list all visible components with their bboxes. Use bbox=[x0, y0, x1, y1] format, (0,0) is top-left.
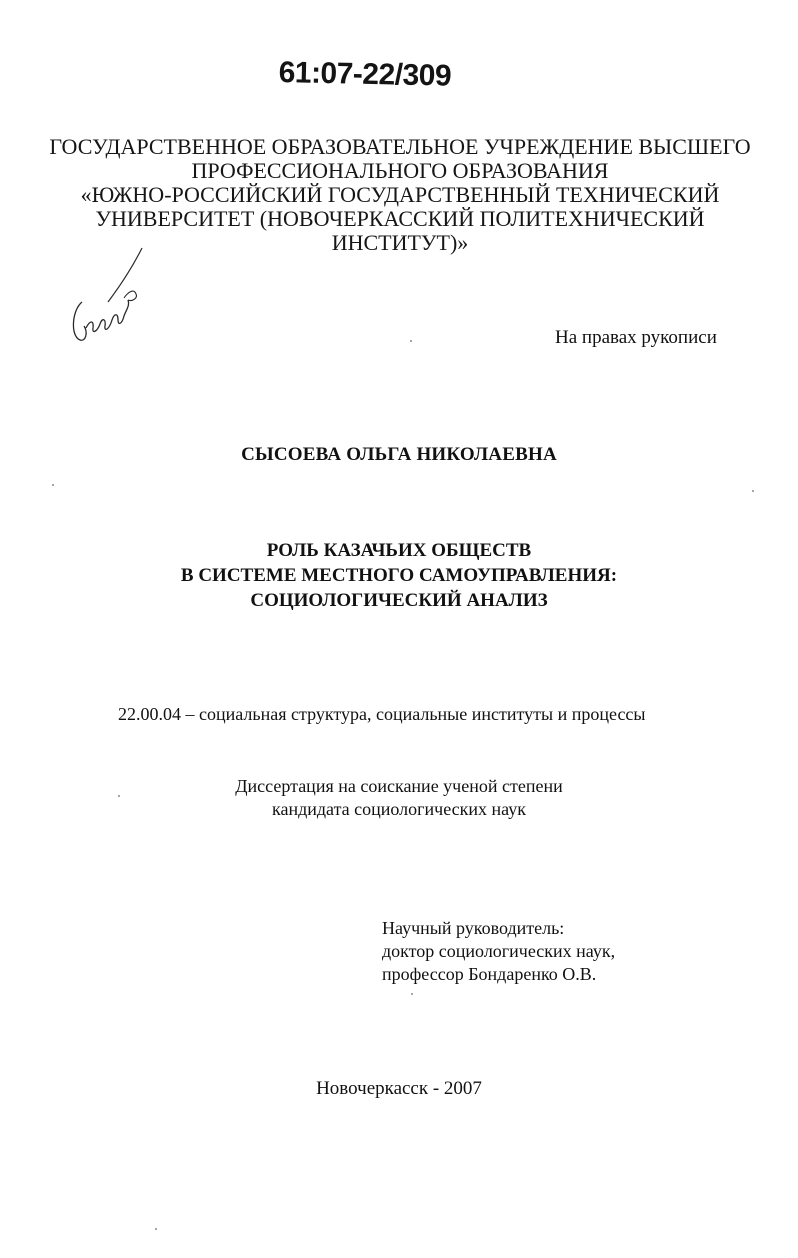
institution-line: ИНСТИТУТ)» bbox=[331, 230, 469, 255]
scan-speck bbox=[410, 340, 412, 342]
degree-statement bbox=[0, 775, 798, 821]
manuscript-rights-note: На правах рукописи bbox=[555, 327, 717, 348]
degree-line: кандидата социологических наук bbox=[272, 799, 526, 819]
title-line: РОЛЬ КАЗАЧЬИХ ОБЩЕСТВ bbox=[266, 540, 532, 561]
supervisor-line: доктор социологических наук, bbox=[382, 941, 616, 961]
scan-speck bbox=[752, 490, 754, 492]
degree-line: Диссертация на соискание ученой степени bbox=[235, 776, 563, 796]
scan-speck bbox=[52, 484, 54, 486]
supervisor-line: Научный руководитель: bbox=[382, 918, 565, 938]
supervisor-line: профессор Бондаренко О.В. bbox=[382, 964, 597, 984]
handwritten-signature bbox=[62, 240, 152, 350]
scientific-supervisor bbox=[382, 917, 615, 986]
scan-speck bbox=[155, 1228, 157, 1230]
institution-line: «ЮЖНО-РОССИЙСКИЙ ГОСУДАРСТВЕННЫЙ ТЕХНИЧЕСКИЙ bbox=[80, 182, 720, 207]
catalog-number-stamp: 61:07-22/309 bbox=[278, 56, 452, 93]
institution-line: ПРОФЕССИОНАЛЬНОГО ОБРАЗОВАНИЯ bbox=[191, 158, 609, 183]
specialty-code: 22.00.04 – социальная структура, социальные институты и процессы bbox=[118, 704, 646, 724]
institution-line: УНИВЕРСИТЕТ (НОВОЧЕРКАССКИЙ ПОЛИТЕХНИЧЕСКИЙ bbox=[95, 206, 705, 231]
dissertation-title bbox=[0, 538, 798, 613]
title-line: СОЦИОЛОГИЧЕСКИЙ АНАЛИЗ bbox=[250, 590, 548, 611]
city-and-year: Новочеркасск - 2007 bbox=[316, 1078, 482, 1099]
scan-speck bbox=[411, 993, 413, 995]
institution-name bbox=[40, 135, 760, 255]
institution-line: ГОСУДАРСТВЕННОЕ ОБРАЗОВАТЕЛЬНОЕ УЧРЕЖДЕНИЕ ВЫСШЕГО bbox=[49, 134, 751, 159]
scan-speck bbox=[118, 795, 120, 797]
author-name: СЫСОЕВА ОЛЬГА НИКОЛАЕВНА bbox=[241, 444, 557, 465]
title-line: В СИСТЕМЕ МЕСТНОГО САМОУПРАВЛЕНИЯ: bbox=[180, 565, 618, 586]
